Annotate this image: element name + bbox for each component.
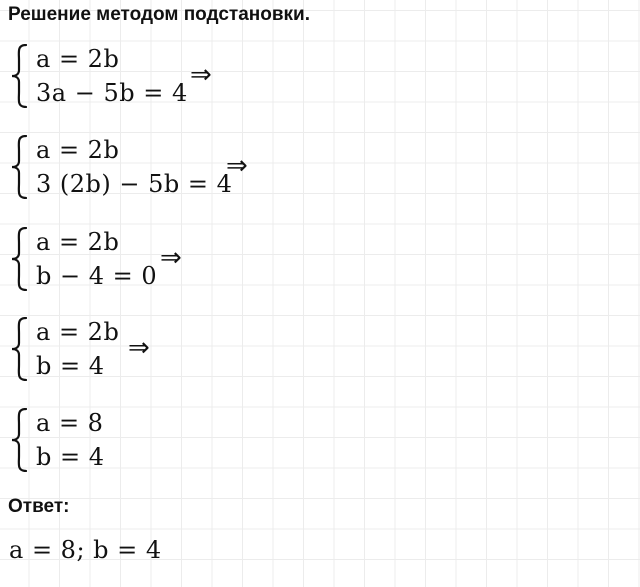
equation-line: 3 (2b) − 5b = 4 — [36, 170, 233, 198]
left-brace-icon — [9, 227, 31, 291]
equation-line: 3a − 5b = 4 — [36, 79, 188, 107]
equation-line: b − 4 = 0 — [36, 262, 158, 290]
left-brace-icon — [9, 135, 31, 199]
equation-line: b = 4 — [36, 352, 105, 380]
equation-line: a = 2b — [36, 45, 120, 73]
implies-arrow-icon: ⇒ — [190, 60, 212, 90]
equation-line: a = 8 — [36, 409, 104, 437]
solution-title: Решение методом подстановки. — [8, 4, 311, 25]
equation-line: a = 2b — [36, 136, 120, 164]
answer-value: a = 8; b = 4 — [9, 536, 162, 564]
equation-line: a = 2b — [36, 228, 120, 256]
left-brace-icon — [9, 408, 31, 472]
left-brace-icon — [9, 317, 31, 381]
left-brace-icon — [9, 44, 31, 108]
implies-arrow-icon: ⇒ — [226, 151, 248, 181]
implies-arrow-icon: ⇒ — [160, 243, 182, 273]
implies-arrow-icon: ⇒ — [128, 333, 150, 363]
equation-line: a = 2b — [36, 318, 120, 346]
answer-label: Ответ: — [8, 496, 70, 517]
equation-line: b = 4 — [36, 443, 105, 471]
